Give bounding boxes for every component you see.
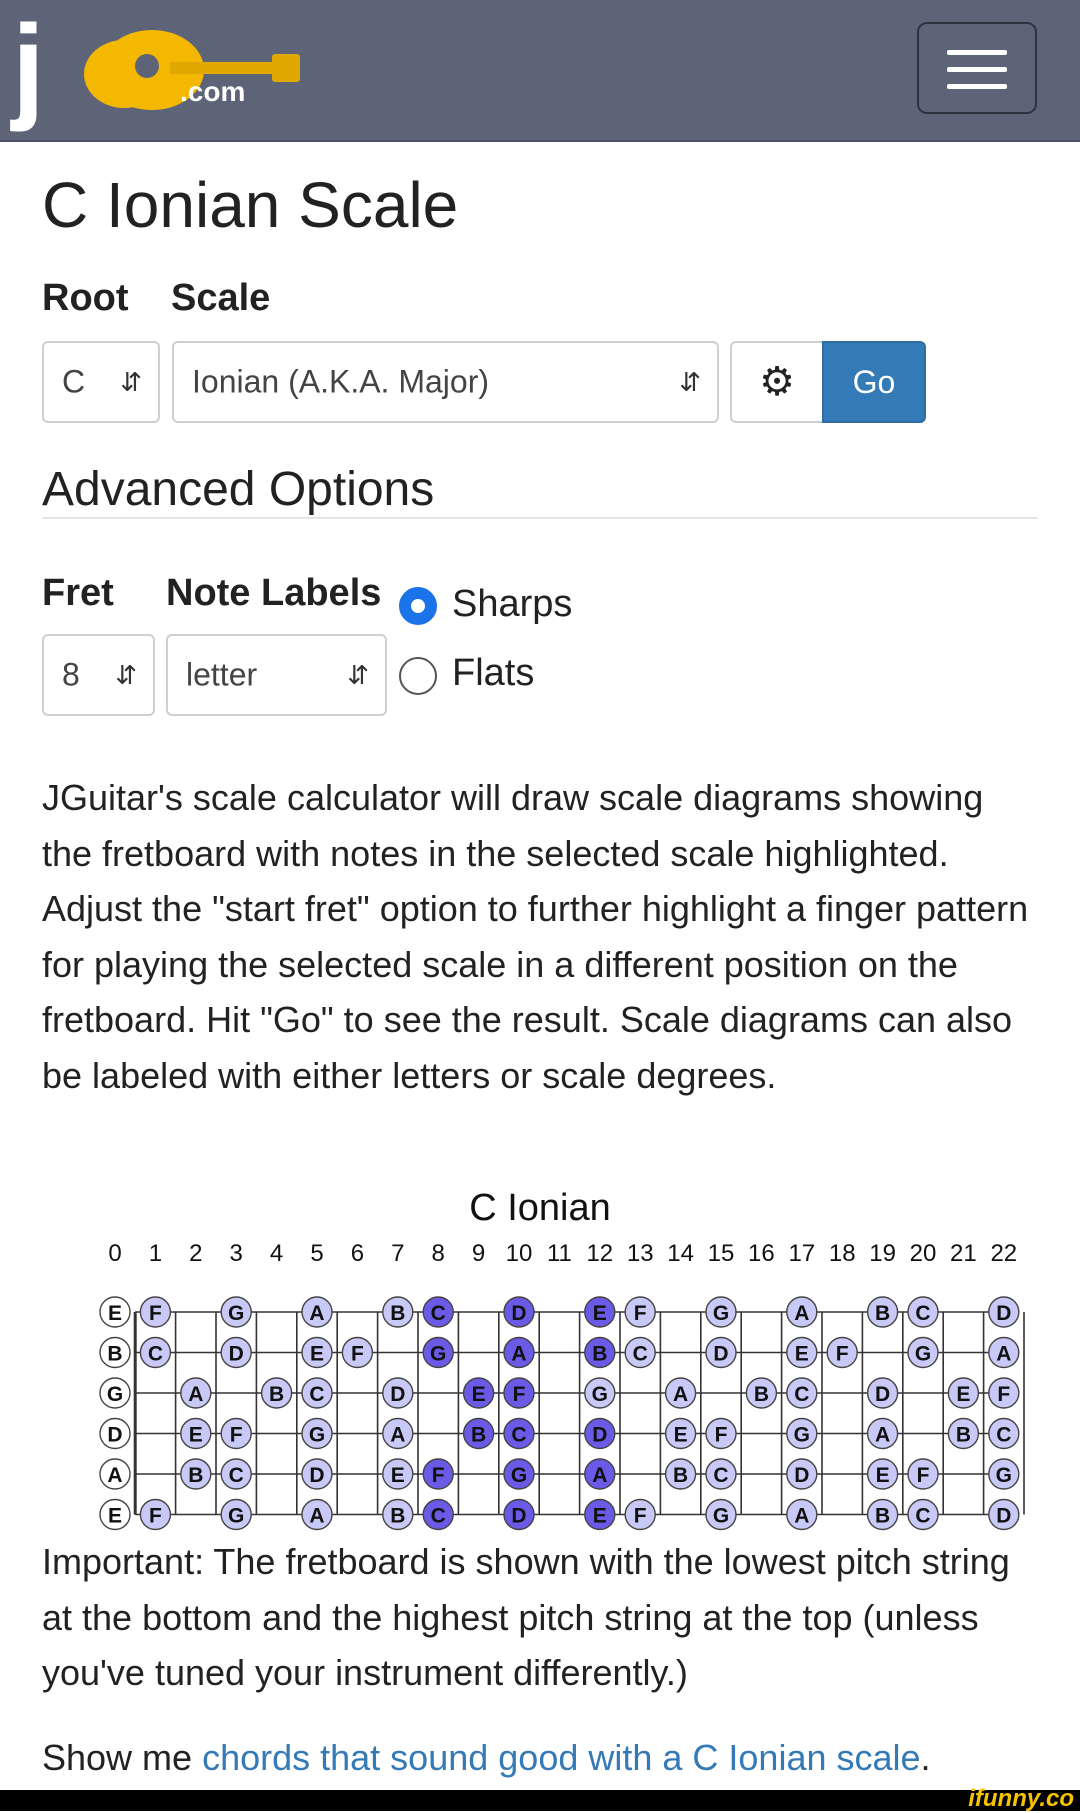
fret-number: 21 — [950, 1240, 977, 1267]
chevron-updown-icon: ⇵ — [679, 367, 701, 397]
fret-number: 4 — [269, 1240, 284, 1267]
note-label: G — [712, 1302, 730, 1325]
fret-number: 1 — [148, 1240, 163, 1267]
sharps-radio-label[interactable]: Sharps — [452, 583, 573, 625]
note-label: F — [148, 1302, 162, 1325]
note-label: D — [996, 1302, 1012, 1325]
note-label: D — [996, 1504, 1012, 1528]
chevron-updown-icon: ⇵ — [115, 660, 137, 690]
note-label: B — [107, 1342, 123, 1366]
fret-number: 6 — [350, 1240, 365, 1267]
note-label: A — [592, 1464, 608, 1487]
note-label: D — [713, 1342, 729, 1366]
note-label: F — [229, 1423, 243, 1447]
note-label: B — [390, 1504, 406, 1528]
fret-number: 3 — [229, 1240, 243, 1267]
navbar — [0, 0, 1080, 142]
note-label: E — [592, 1302, 607, 1325]
scale-select-value: Ionian (A.K.A. Major) — [192, 363, 489, 400]
fret-select[interactable] — [42, 634, 155, 716]
note-label: F — [633, 1504, 647, 1528]
note-label: D — [794, 1464, 810, 1487]
fret-number: 11 — [546, 1240, 572, 1267]
note-label: C — [228, 1464, 244, 1487]
chevron-updown-icon: ⇵ — [120, 367, 142, 397]
note-label: E — [390, 1464, 405, 1487]
note-label: G — [430, 1342, 447, 1366]
note-label: E — [188, 1423, 203, 1447]
note-label: D — [511, 1302, 527, 1325]
note-label: G — [995, 1464, 1012, 1487]
fret-number: 18 — [828, 1240, 856, 1267]
note-label: C — [511, 1423, 527, 1447]
advanced-options-title: Advanced Options — [42, 463, 435, 516]
logo-letter: j — [12, 1, 45, 133]
note-label: E — [107, 1504, 123, 1528]
note-label: B — [955, 1423, 971, 1447]
note-label: F — [997, 1383, 1011, 1406]
note-label: B — [390, 1302, 406, 1325]
note-label: G — [228, 1504, 245, 1528]
menu-button[interactable] — [917, 22, 1037, 114]
note-label: A — [996, 1342, 1012, 1366]
note-label: D — [228, 1342, 244, 1366]
note-label: B — [471, 1423, 487, 1447]
note-label: D — [390, 1383, 406, 1406]
chevron-updown-icon: ⇵ — [347, 660, 369, 690]
note-label: B — [753, 1383, 769, 1406]
note-label: B — [188, 1464, 204, 1487]
note-label: F — [714, 1423, 728, 1447]
note-labels-select[interactable] — [166, 634, 387, 716]
fret-number: 15 — [707, 1240, 735, 1267]
hamburger-icon — [947, 50, 1007, 55]
fret-number: 20 — [909, 1240, 937, 1267]
note-label: A — [309, 1302, 325, 1325]
note-label: C — [915, 1504, 931, 1528]
note-label: C — [430, 1302, 446, 1325]
note-label: C — [430, 1504, 446, 1528]
description-text: JGuitar's scale calculator will draw scale diagrams showing the fretboard with notes in the selected scale highlighted. Adjust the "start fret" option to further highlight a finger pattern for playing the selected scale in a different position on the fretboard. Hit "Go" to see the result. Scale diagrams can also be labeled with either letters or scale degrees. — [42, 777, 1029, 1096]
fret-select-value: 8 — [62, 656, 80, 693]
fret-number: 10 — [505, 1240, 533, 1267]
note-label: E — [956, 1383, 971, 1406]
note-label: B — [269, 1383, 285, 1406]
chords-line-suffix: . — [920, 1737, 931, 1778]
note-label: A — [107, 1464, 123, 1487]
note-label: C — [996, 1423, 1012, 1447]
fret-number: 14 — [667, 1240, 694, 1267]
note-label: A — [794, 1302, 810, 1325]
note-label: E — [673, 1423, 688, 1447]
note-label: F — [512, 1383, 526, 1406]
note-label: C — [309, 1383, 325, 1406]
gear-icon: ⚙ — [759, 360, 795, 404]
fret-number: 7 — [391, 1240, 405, 1267]
fret-label: Fret — [42, 572, 114, 614]
note-label: E — [794, 1342, 809, 1366]
page-title: C Ionian Scale — [42, 169, 459, 241]
note-label: D — [309, 1464, 325, 1487]
chords-link[interactable]: chords that sound good with a C Ionian scale — [202, 1737, 921, 1778]
fret-number: 8 — [431, 1240, 445, 1267]
fret-number: 22 — [990, 1240, 1018, 1267]
flats-radio[interactable] — [399, 657, 437, 695]
fretboard-diagram — [0, 1235, 1080, 1535]
fret-number: 2 — [189, 1240, 203, 1267]
note-label: D — [875, 1383, 891, 1406]
root-select[interactable] — [42, 341, 160, 423]
fret-number: 12 — [586, 1240, 614, 1267]
note-label: D — [511, 1504, 527, 1528]
note-label: A — [309, 1504, 325, 1528]
fret-number: 16 — [748, 1240, 775, 1267]
note-label: E — [107, 1302, 123, 1325]
note-label: C — [915, 1302, 931, 1325]
note-label: B — [875, 1302, 891, 1325]
note-label: F — [148, 1504, 162, 1528]
note-label: A — [673, 1383, 689, 1406]
note-label: A — [794, 1504, 810, 1528]
note-label: G — [793, 1423, 810, 1447]
note-label: C — [632, 1342, 648, 1366]
settings-button[interactable] — [730, 341, 822, 423]
note-label: A — [188, 1383, 204, 1406]
flats-radio-label[interactable]: Flats — [452, 652, 535, 694]
note-label: E — [875, 1464, 890, 1487]
go-button[interactable]: Go — [822, 341, 926, 423]
note-label: C — [147, 1342, 163, 1366]
important-note: Important: The fretboard is shown with the lowest pitch string at the bottom and the highest pitch string at the top (unless you've tuned your instrument differently.) — [42, 1541, 1010, 1693]
note-label: B — [673, 1464, 689, 1487]
logo-suffix: .com — [180, 76, 246, 107]
note-label: B — [875, 1504, 891, 1528]
watermark-text: ifunny.co — [968, 1785, 1074, 1812]
note-label: F — [431, 1464, 445, 1487]
fret-number: 0 — [108, 1240, 122, 1267]
note-label: G — [712, 1504, 730, 1528]
scale-label: Scale — [171, 277, 271, 319]
fret-number: 9 — [471, 1240, 486, 1267]
note-label: F — [916, 1464, 930, 1487]
note-label: D — [107, 1423, 123, 1447]
note-label: A — [875, 1423, 891, 1447]
note-label: G — [510, 1464, 528, 1487]
watermark-bar — [0, 1790, 1080, 1811]
root-label: Root — [42, 277, 129, 319]
note-labels-select-value: letter — [186, 656, 258, 693]
diagram-title: C Ionian — [469, 1187, 611, 1229]
note-label: E — [471, 1383, 486, 1406]
note-label: E — [592, 1504, 607, 1528]
fret-number: 17 — [788, 1240, 816, 1267]
fret-number: 13 — [626, 1240, 654, 1267]
chords-line — [42, 1730, 1042, 1786]
note-labels-label: Note Labels — [166, 572, 382, 614]
chords-line-prefix: Show me — [42, 1737, 203, 1778]
note-label: A — [511, 1342, 527, 1366]
fret-number: 19 — [869, 1240, 896, 1267]
note-label: D — [592, 1423, 608, 1447]
divider — [42, 517, 1038, 519]
note-label: E — [309, 1342, 325, 1366]
site-logo[interactable] — [12, 1, 312, 133]
root-select-value: C — [62, 363, 86, 400]
note-label: F — [633, 1302, 647, 1325]
note-label: G — [914, 1342, 932, 1366]
scale-select[interactable] — [172, 341, 719, 423]
note-label: G — [228, 1302, 245, 1325]
sharps-radio[interactable] — [399, 587, 437, 625]
note-label: B — [592, 1342, 608, 1366]
note-label: G — [308, 1423, 326, 1447]
note-label: G — [591, 1383, 608, 1406]
guitar-logo-icon — [12, 14, 312, 124]
note-label: C — [713, 1464, 729, 1487]
note-label: G — [106, 1383, 124, 1406]
note-label: F — [835, 1342, 849, 1366]
note-label: C — [794, 1383, 810, 1406]
note-label: F — [350, 1342, 364, 1366]
note-label: A — [390, 1423, 406, 1447]
fret-number: 5 — [310, 1240, 324, 1267]
